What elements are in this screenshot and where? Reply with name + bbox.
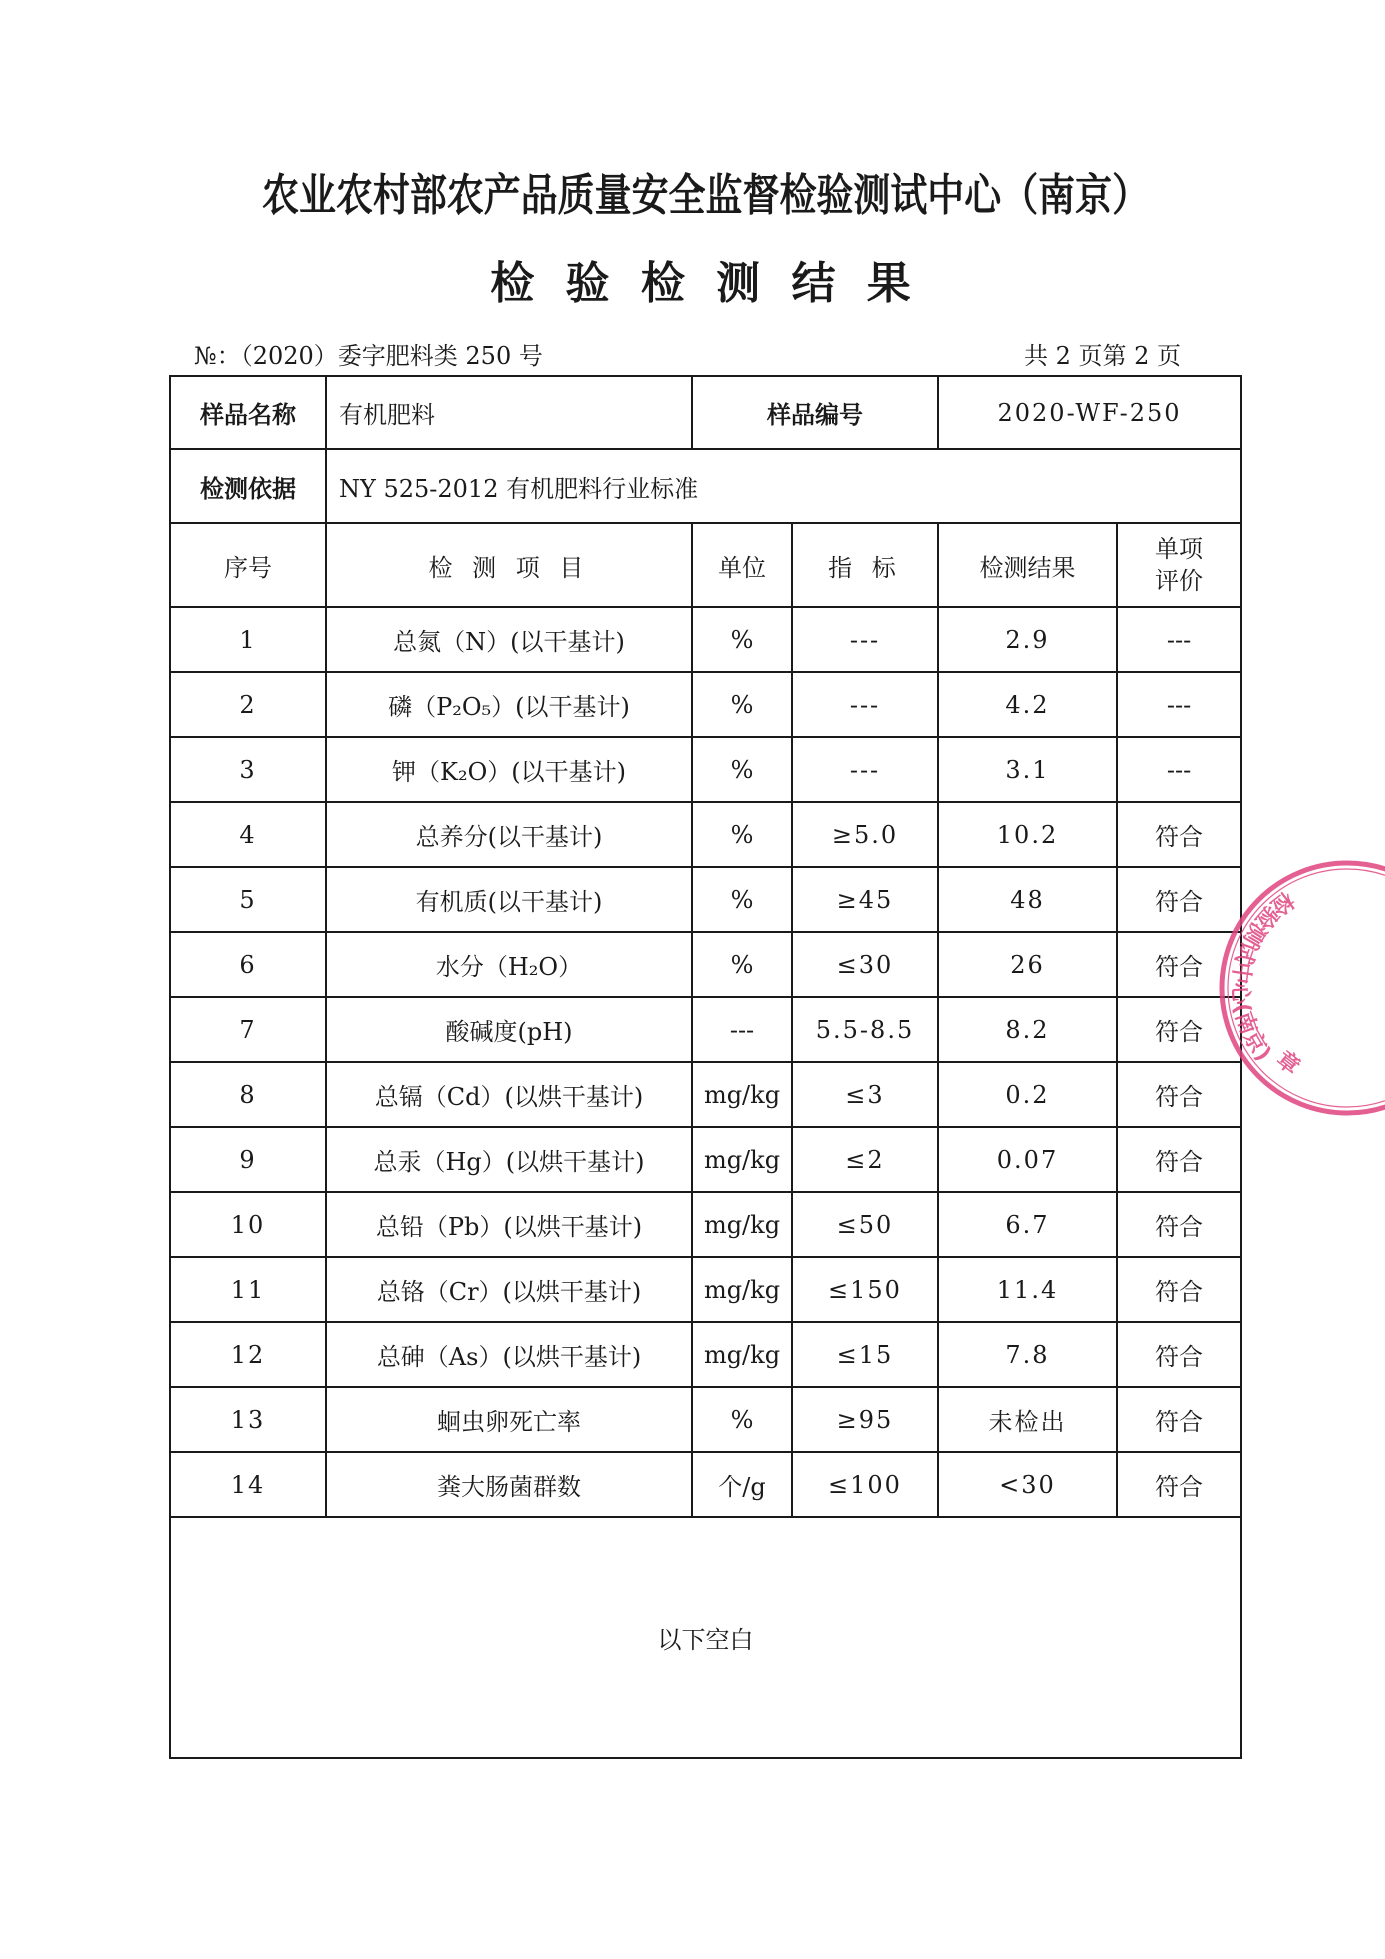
- index-cell: ≤15: [792, 1322, 938, 1387]
- item-name-cell: 有机质(以干基计): [326, 867, 692, 932]
- result-cell: <30: [938, 1452, 1117, 1517]
- table-header-row: [170, 523, 1241, 607]
- evaluation-cell: 符合: [1117, 802, 1241, 867]
- sample-info-row: [170, 376, 1241, 449]
- item-name-cell: 水分（H₂O）: [326, 932, 692, 997]
- evaluation-cell: 符合: [1117, 867, 1241, 932]
- index-cell: ≤2: [792, 1127, 938, 1192]
- row-number-cell: 1: [170, 607, 326, 672]
- sample-name-value: 有机肥料: [326, 376, 692, 449]
- row-number-cell: 5: [170, 867, 326, 932]
- index-cell: ≥45: [792, 867, 938, 932]
- evaluation-cell: 符合: [1117, 1127, 1241, 1192]
- unit-cell: %: [692, 737, 792, 802]
- unit-cell: mg/kg: [692, 1062, 792, 1127]
- unit-cell: %: [692, 1387, 792, 1452]
- evaluation-cell: 符合: [1117, 997, 1241, 1062]
- table-row: [170, 607, 1241, 672]
- item-name-cell: 总镉（Cd）(以烘干基计): [326, 1062, 692, 1127]
- evaluation-cell: 符合: [1117, 1192, 1241, 1257]
- unit-cell: %: [692, 867, 792, 932]
- row-number-cell: 6: [170, 932, 326, 997]
- row-number-cell: 12: [170, 1322, 326, 1387]
- result-cell: 0.07: [938, 1127, 1117, 1192]
- item-name-cell: 磷（P₂O₅）(以干基计): [326, 672, 692, 737]
- evaluation-cell: 符合: [1117, 1062, 1241, 1127]
- index-cell: ≥5.0: [792, 802, 938, 867]
- unit-cell: %: [692, 672, 792, 737]
- sample-name-label: 样品名称: [170, 376, 326, 449]
- item-name-cell: 总砷（As）(以烘干基计): [326, 1322, 692, 1387]
- table-row: [170, 1322, 1241, 1387]
- evaluation-cell: 符合: [1117, 1387, 1241, 1452]
- index-cell: ≤50: [792, 1192, 938, 1257]
- result-cell: 8.2: [938, 997, 1117, 1062]
- report-meta: [194, 341, 1181, 371]
- header-index: [792, 523, 938, 607]
- test-basis-label: 检测依据: [170, 449, 326, 523]
- header-number: 序号: [170, 523, 326, 607]
- index-cell: ≤150: [792, 1257, 938, 1322]
- row-number-cell: 4: [170, 802, 326, 867]
- results-table: [169, 375, 1242, 1759]
- row-number-cell: 9: [170, 1127, 326, 1192]
- result-cell: 48: [938, 867, 1117, 932]
- table-row: [170, 1257, 1241, 1322]
- table-row: [170, 1062, 1241, 1127]
- evaluation-cell: 符合: [1117, 1452, 1241, 1517]
- table-row: [170, 737, 1241, 802]
- unit-cell: 个/g: [692, 1452, 792, 1517]
- unit-cell: ---: [692, 997, 792, 1062]
- table-row: [170, 867, 1241, 932]
- header-item: [326, 523, 692, 607]
- header-result: 检测结果: [938, 523, 1117, 607]
- index-cell: ≥95: [792, 1387, 938, 1452]
- report-subtitle: 检 验 检 测 结 果: [490, 258, 919, 309]
- seal-text: [1227, 886, 1299, 1066]
- result-cell: 0.2: [938, 1062, 1117, 1127]
- table-row: [170, 932, 1241, 997]
- header-index-label: 指 标: [828, 553, 902, 582]
- index-cell: ---: [792, 737, 938, 802]
- evaluation-cell: 符合: [1117, 1257, 1241, 1322]
- item-name-cell: 总汞（Hg）(以烘干基计): [326, 1127, 692, 1192]
- unit-cell: %: [692, 932, 792, 997]
- row-number-cell: 13: [170, 1387, 326, 1452]
- table-row: [170, 1387, 1241, 1452]
- sample-code-label: 样品编号: [692, 376, 938, 449]
- unit-cell: %: [692, 802, 792, 867]
- result-cell: 4.2: [938, 672, 1117, 737]
- item-name-cell: 钾（K₂O）(以干基计): [326, 737, 692, 802]
- row-number-cell: 14: [170, 1452, 326, 1517]
- index-cell: ≤30: [792, 932, 938, 997]
- result-cell: 未检出: [938, 1387, 1117, 1452]
- header-evaluation: [1117, 523, 1241, 607]
- test-basis-row: [170, 449, 1241, 523]
- table-row: [170, 1127, 1241, 1192]
- item-name-cell: 蛔虫卵死亡率: [326, 1387, 692, 1452]
- result-cell: 6.7: [938, 1192, 1117, 1257]
- header-evaluation-label: 单项评价: [1155, 535, 1203, 595]
- evaluation-cell: ---: [1117, 737, 1241, 802]
- unit-cell: mg/kg: [692, 1322, 792, 1387]
- unit-cell: mg/kg: [692, 1192, 792, 1257]
- result-cell: 11.4: [938, 1257, 1117, 1322]
- table-row: [170, 802, 1241, 867]
- item-name-cell: 总氮（N）(以干基计): [326, 607, 692, 672]
- header-unit: 单位: [692, 523, 792, 607]
- result-cell: 7.8: [938, 1322, 1117, 1387]
- evaluation-cell: 符合: [1117, 932, 1241, 997]
- table-row: [170, 1192, 1241, 1257]
- index-cell: ≤3: [792, 1062, 938, 1127]
- row-number-cell: 11: [170, 1257, 326, 1322]
- result-cell: 2.9: [938, 607, 1117, 672]
- item-name-cell: 总养分(以干基计): [326, 802, 692, 867]
- row-number-cell: 2: [170, 672, 326, 737]
- unit-cell: mg/kg: [692, 1127, 792, 1192]
- results-body: [170, 376, 1241, 1758]
- unit-cell: mg/kg: [692, 1257, 792, 1322]
- table-row: [170, 1452, 1241, 1517]
- row-number-cell: 7: [170, 997, 326, 1062]
- index-cell: ≤100: [792, 1452, 938, 1517]
- index-cell: 5.5-8.5: [792, 997, 938, 1062]
- index-cell: ---: [792, 607, 938, 672]
- header-item-label: 检 测 项 目: [428, 553, 590, 582]
- evaluation-cell: ---: [1117, 607, 1241, 672]
- blank-note: 以下空白: [170, 1517, 1241, 1758]
- item-name-cell: 粪大肠菌群数: [326, 1452, 692, 1517]
- sample-code-value: 2020-WF-250: [938, 376, 1241, 449]
- report-title: 农业农村部农产品质量安全监督检验测试中心（南京）: [262, 170, 1150, 221]
- row-number-cell: 3: [170, 737, 326, 802]
- table-row: [170, 997, 1241, 1062]
- unit-cell: %: [692, 607, 792, 672]
- evaluation-cell: 符合: [1117, 1322, 1241, 1387]
- item-name-cell: 总铬（Cr）(以烘干基计): [326, 1257, 692, 1322]
- test-basis-value: NY 525-2012 有机肥料行业标准: [326, 449, 1241, 523]
- row-number-cell: 10: [170, 1192, 326, 1257]
- result-cell: 26: [938, 932, 1117, 997]
- index-cell: ---: [792, 672, 938, 737]
- official-seal: [1200, 840, 1385, 1140]
- item-name-cell: 酸碱度(pH): [326, 997, 692, 1062]
- blank-row: [170, 1517, 1241, 1758]
- row-number-cell: 8: [170, 1062, 326, 1127]
- seal-char: 章: [1271, 1046, 1305, 1081]
- result-cell: 10.2: [938, 802, 1117, 867]
- page-count: 共 2 页第 2 页: [1023, 342, 1181, 370]
- item-name-cell: 总铅（Pb）(以烘干基计): [326, 1192, 692, 1257]
- table-row: [170, 672, 1241, 737]
- seal-arc-text: 检验测试中心(南京): [1226, 886, 1298, 1067]
- result-cell: 3.1: [938, 737, 1117, 802]
- report-number: №：（2020）委字肥料类 250 号: [194, 342, 543, 370]
- evaluation-cell: ---: [1117, 672, 1241, 737]
